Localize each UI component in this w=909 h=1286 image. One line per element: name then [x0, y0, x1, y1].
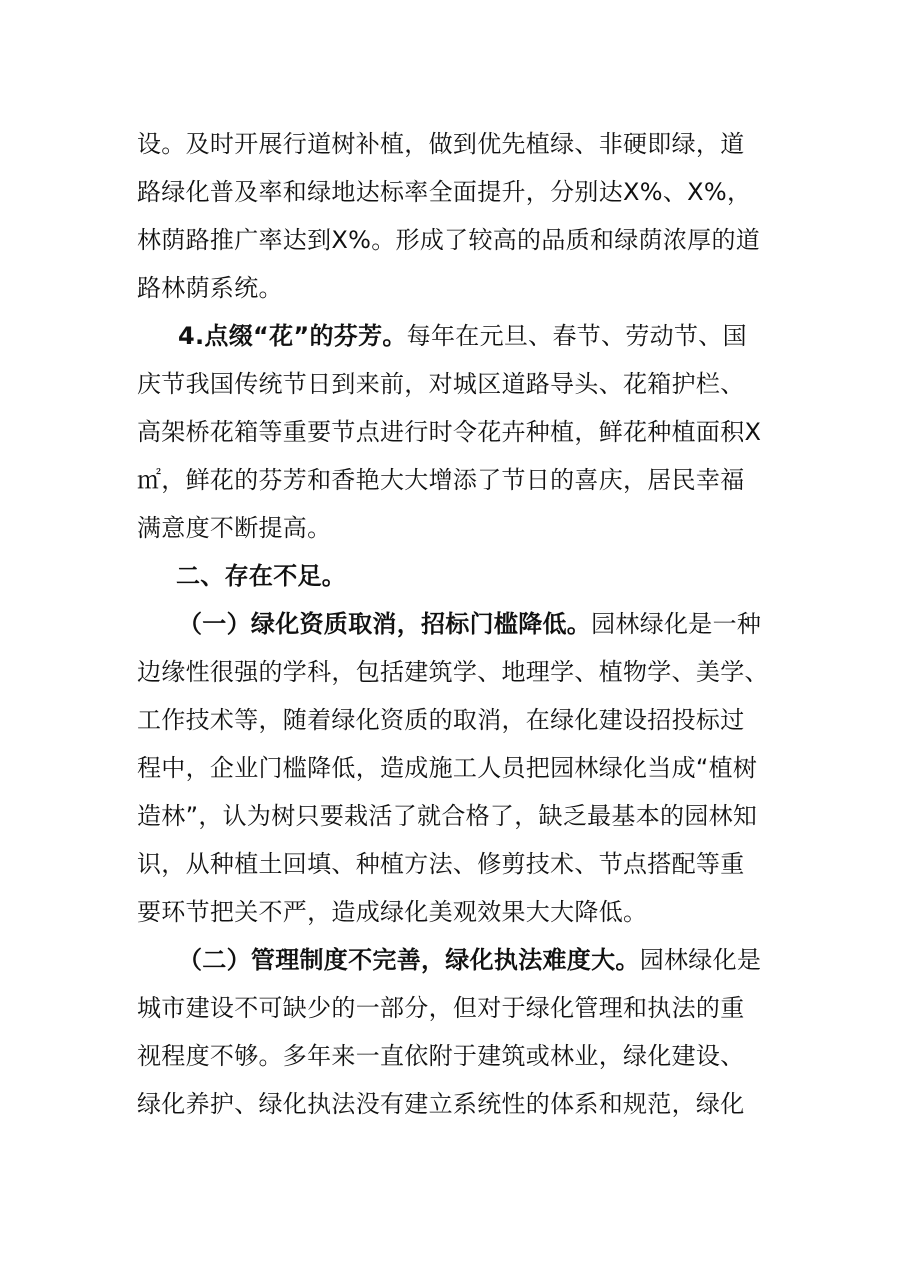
paragraph-line: 设。及时开展行道树补植，做到优先植绿、非硬即绿，道 — [137, 130, 745, 158]
paragraph-line: 边缘性很强的学科，包括建筑学、地理学、植物学、美学、 — [137, 658, 769, 686]
paragraph-line: ㎡，鲜花的芬芳和香艳大大增添了节日的喜庆，居民幸福 — [137, 466, 745, 494]
section-heading: 二、存在不足。 — [176, 562, 347, 590]
subheading-item-1: （一）绿化资质取消，招标门槛降低。 — [178, 610, 592, 638]
paragraph-line — [178, 606, 818, 642]
paragraph-line: 工作技术等，随着绿化资质的取消，在绿化建设招投标过 — [137, 706, 745, 734]
paragraph-line: 庆节我国传统节日到来前，对城区道路导头、花箱护栏、 — [137, 370, 745, 398]
paragraph-line: 路林荫系统。 — [137, 274, 283, 302]
paragraph-line: 满意度不断提高。 — [137, 514, 332, 542]
paragraph-line — [178, 942, 818, 978]
paragraph-line: 要环节把关不严，造成绿化美观效果大大降低。 — [137, 898, 648, 926]
paragraph-line — [178, 318, 818, 354]
paragraph-text: 园林绿化是一种 — [591, 610, 762, 638]
paragraph-line: 程中，企业门槛降低，造成施工人员把园林绿化当成“植树 — [137, 754, 758, 782]
paragraph-line: 高架桥花箱等重要节点进行时令花卉种植，鲜花种植面积X — [137, 418, 762, 446]
paragraph-line: 绿化养护、绿化执法没有建立系统性的体系和规范，绿化 — [137, 1090, 745, 1118]
paragraph-line: 识，从种植土回填、种植方法、修剪技术、节点搭配等重 — [137, 850, 745, 878]
paragraph-line: 造林”，认为树只要栽活了就合格了，缺乏最基本的园林知 — [137, 802, 758, 830]
paragraph-line: 视程度不够。多年来一直依附于建筑或林业，绿化建设、 — [137, 1042, 745, 1070]
paragraph-text: 每年在元旦、春节、劳动节、国 — [406, 322, 747, 350]
paragraph-line: 林荫路推广率达到X%。形成了较高的品质和绿荫浓厚的道 — [137, 226, 761, 254]
subheading-flowers: 4.点缀“花”的芬芳。 — [178, 322, 407, 350]
paragraph-line: 城市建设不可缺少的一部分，但对于绿化管理和执法的重 — [137, 994, 745, 1022]
paragraph-line: 路绿化普及率和绿地达标率全面提升，分别达X%、X%， — [137, 178, 752, 206]
subheading-item-2: （二）管理制度不完善，绿化执法难度大。 — [178, 946, 640, 974]
paragraph-text: 园林绿化是 — [639, 946, 762, 974]
